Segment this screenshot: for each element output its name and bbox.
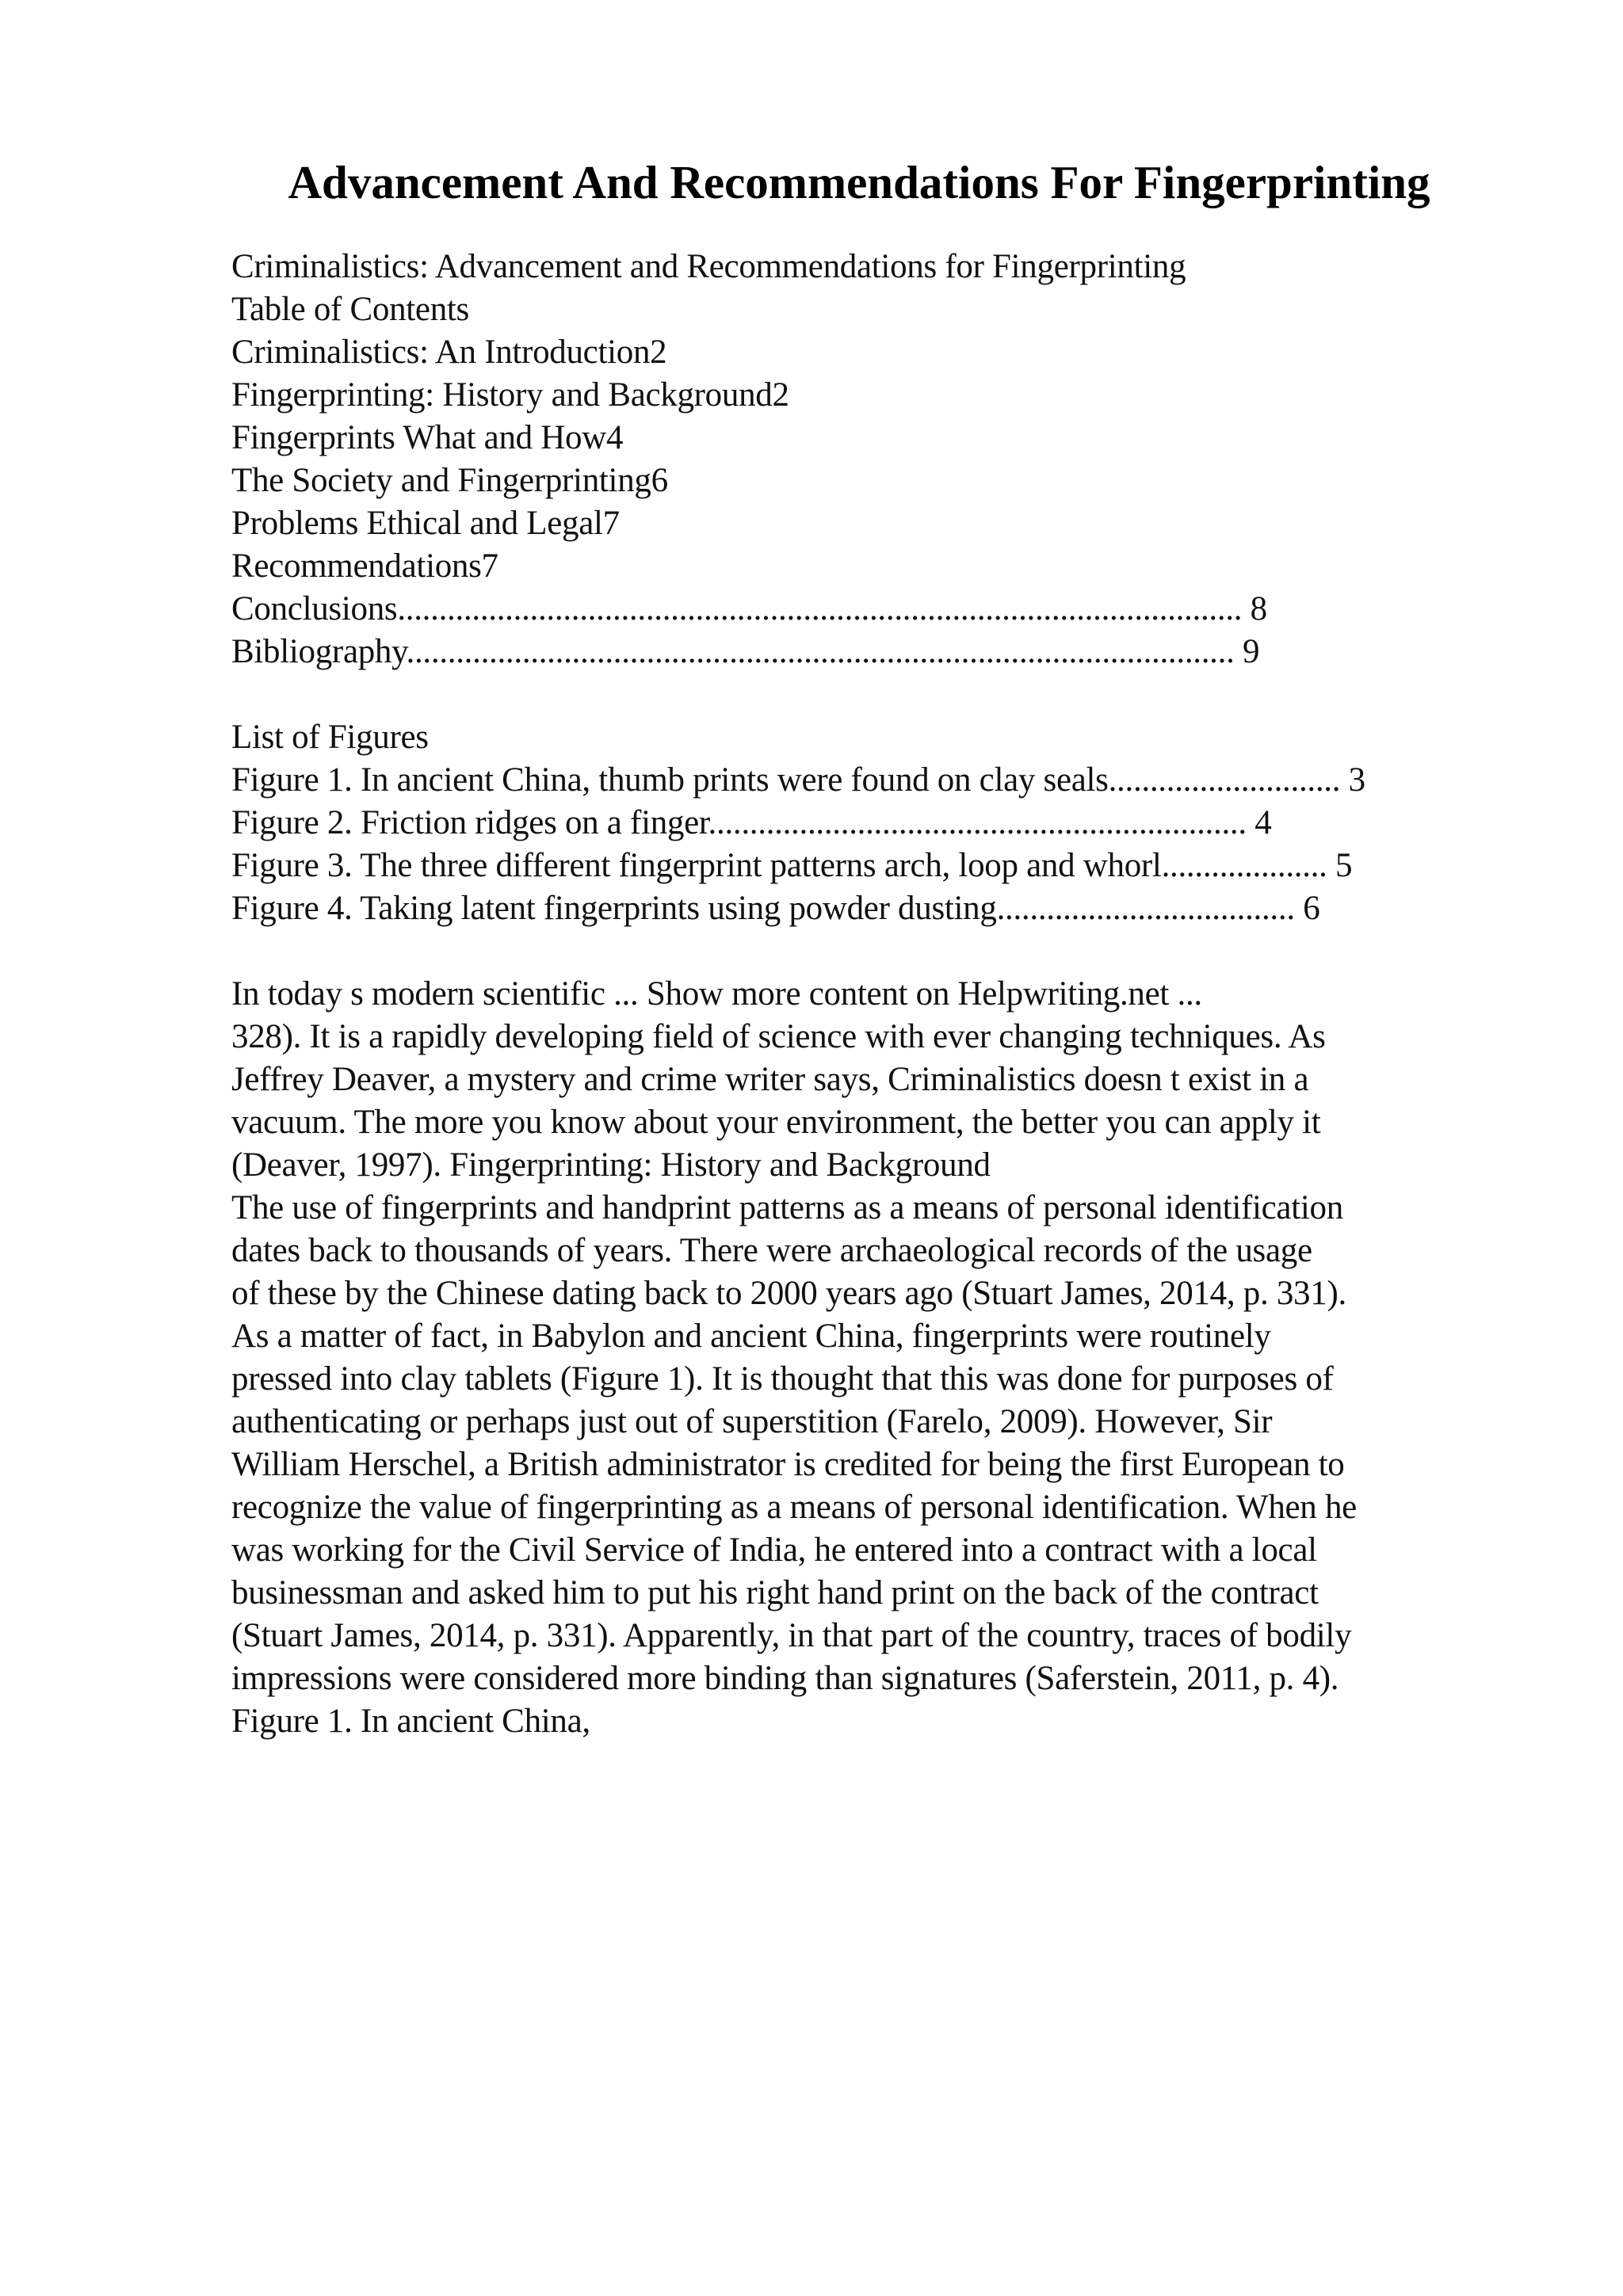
page-title: Advancement And Recommendations For Fingerprinting bbox=[288, 156, 1430, 208]
toc-heading: Table of Contents bbox=[231, 291, 469, 328]
body-line: pressed into clay tablets (Figure 1). It is thought that this was done for purposes of bbox=[231, 1360, 1334, 1398]
body-line: (Deaver, 1997). Fingerprinting: History and Background bbox=[231, 1146, 991, 1184]
toc-entry: Bibliography.................................................................................................... 9 bbox=[231, 633, 1260, 670]
figure-entry: Figure 2. Friction ridges on a finger................................................................. 4 bbox=[231, 804, 1272, 841]
body-line: (Stuart James, 2014, p. 331). Apparently, in that part of the country, traces of bodily bbox=[231, 1617, 1352, 1654]
body-line: was working for the Civil Service of India, he entered into a contract with a local bbox=[231, 1531, 1317, 1569]
body-line: In today s modern scientific ... Show more content on Helpwriting.net ... bbox=[231, 975, 1202, 1013]
section-spacer bbox=[231, 673, 1499, 716]
toc-entry: Fingerprinting: History and Background2 bbox=[231, 376, 789, 414]
body-line: As a matter of fact, in Babylon and ancient China, fingerprints were routinely bbox=[231, 1318, 1271, 1355]
body-line: dates back to thousands of years. There were archaeological records of the usage bbox=[231, 1232, 1312, 1269]
body-line: authenticating or perhaps just out of superstition (Farelo, 2009). However, Sir bbox=[231, 1403, 1273, 1440]
toc-entry: Problems Ethical and Legal7 bbox=[231, 505, 620, 542]
body-line: impressions were considered more binding than signatures (Saferstein, 2011, p. 4). bbox=[231, 1660, 1339, 1697]
toc-entry: Criminalistics: An Introduction2 bbox=[231, 334, 667, 371]
document-subtitle: Criminalistics: Advancement and Recommendations for Fingerprinting bbox=[231, 248, 1186, 285]
toc-entry: Fingerprints What and How4 bbox=[231, 419, 624, 456]
document-body bbox=[231, 246, 1499, 1743]
body-line: Jeffrey Deaver, a mystery and crime writer says, Criminalistics doesn t exist in a bbox=[231, 1061, 1309, 1098]
body-line: of these by the Chinese dating back to 2000 years ago (Stuart James, 2014, p. 331). bbox=[231, 1275, 1346, 1312]
figure-entry: Figure 4. Taking latent fingerprints using powder dusting.................................... 6 bbox=[231, 890, 1320, 927]
body-line: businessman and asked him to put his right hand print on the back of the contract bbox=[231, 1574, 1319, 1611]
body-line: The use of fingerprints and handprint patterns as a means of personal identification bbox=[231, 1189, 1343, 1226]
toc-entry: Conclusions...................................................................................................... 8 bbox=[231, 590, 1267, 627]
body-line: 328). It is a rapidly developing field of science with ever changing techniques. As bbox=[231, 1018, 1326, 1055]
section-spacer bbox=[231, 930, 1499, 973]
toc-entry: Recommendations7 bbox=[231, 547, 498, 585]
figures-heading: List of Figures bbox=[231, 719, 429, 756]
figure-entry: Figure 1. In ancient China, thumb prints were found on clay seals............................ 3 bbox=[231, 761, 1365, 799]
figure-entry: Figure 3. The three different fingerprint patterns arch, loop and whorl.................... 5 bbox=[231, 847, 1353, 884]
body-line: Figure 1. In ancient China, bbox=[231, 1703, 590, 1740]
toc-entry: The Society and Fingerprinting6 bbox=[231, 462, 668, 499]
body-line: recognize the value of fingerprinting as a means of personal identification. When he bbox=[231, 1489, 1357, 1526]
body-line: William Herschel, a British administrator is credited for being the first European to bbox=[231, 1446, 1345, 1483]
body-line: vacuum. The more you know about your environment, the better you can apply it bbox=[231, 1104, 1321, 1141]
